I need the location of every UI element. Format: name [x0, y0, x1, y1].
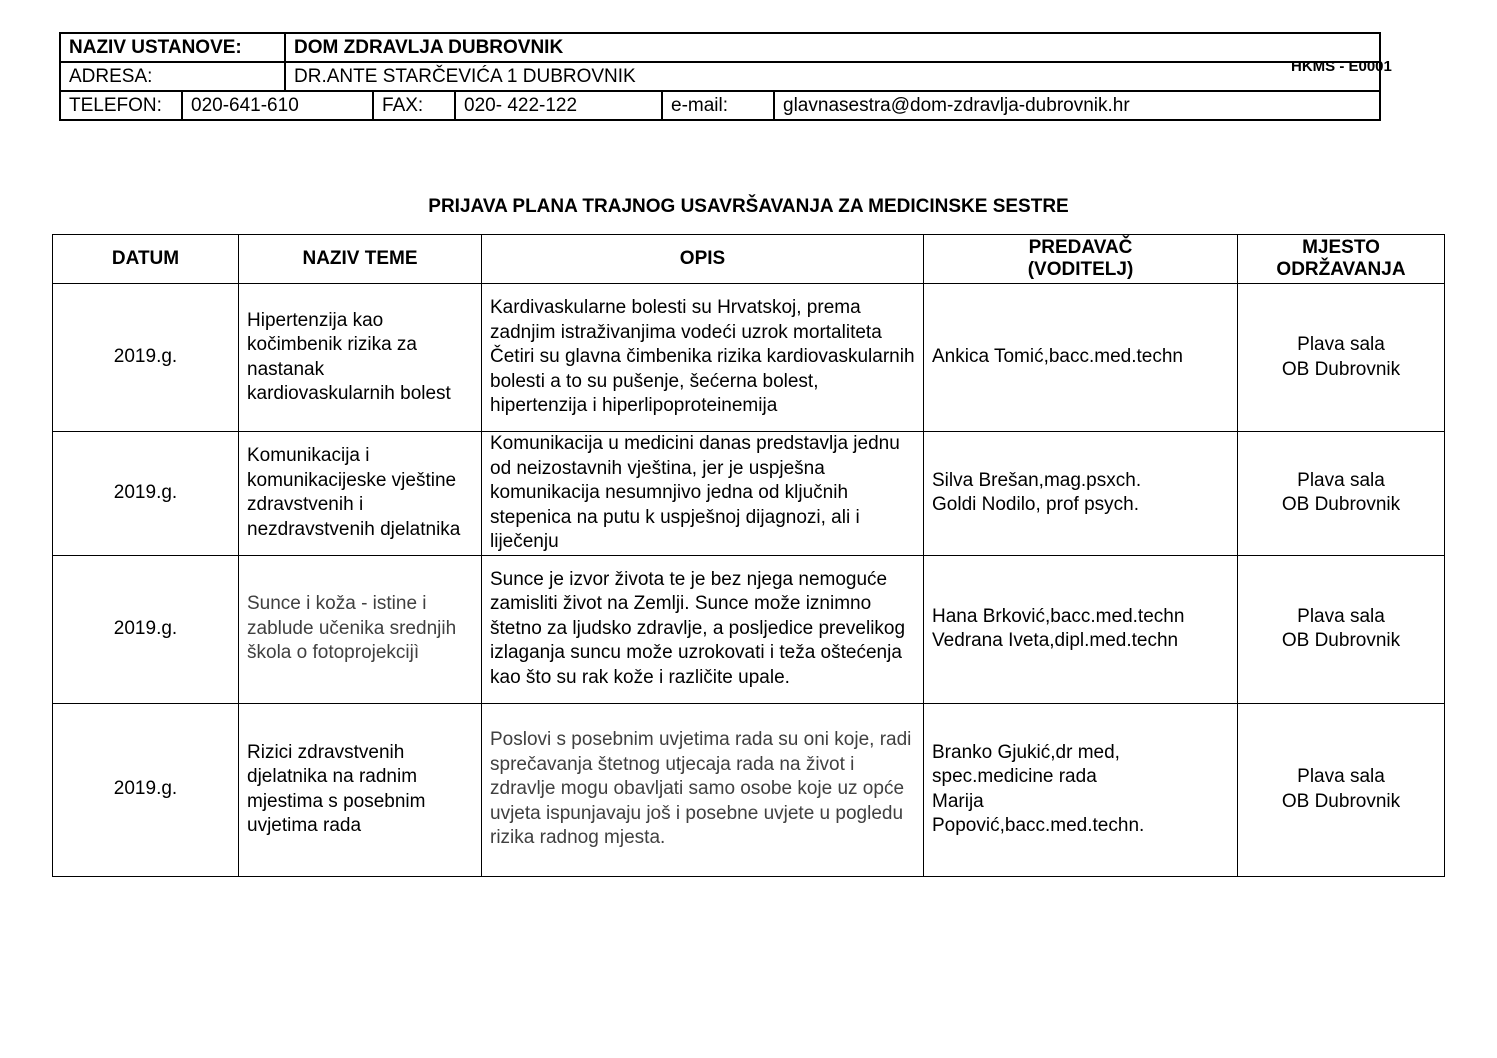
column-header-lecturer: PREDAVAČ (VODITELJ) — [924, 235, 1238, 284]
column-header-location: MJESTO ODRŽAVANJA — [1238, 235, 1445, 284]
row-location: Plava sala OB Dubrovnik — [1238, 703, 1445, 876]
address-value: DR.ANTE STARČEVIĆA 1 DUBROVNIK — [285, 62, 1380, 91]
row-description: Kardivaskularne bolesti su Hrvatskoj, prema zadnjim istraživanjima vodeći uzrok mortaliteta Četiri su glavna čimbenika rizika kardiovaskularnih bolesti a to su pušenje, šećerna bolest, hipertenzija i hiperlipoproteinemija — [482, 284, 924, 432]
phone-value: 020-641-610 — [182, 91, 373, 120]
column-header-date: DATUM — [53, 235, 239, 284]
row-topic: Sunce i koža - istine i zablude učenika srednjih škola o fotoprojekcijì — [239, 555, 482, 703]
table-row — [53, 555, 1445, 703]
row-lecturer: Hana Brković,bacc.med.techn Vedrana Iveta,dipl.med.techn — [924, 555, 1238, 703]
row-date: 2019.g. — [53, 432, 239, 556]
address-label: ADRESA: — [60, 62, 285, 91]
table-row — [53, 432, 1445, 556]
phone-label: TELEFON: — [60, 91, 182, 120]
training-plan-table — [52, 234, 1445, 877]
institution-name-label: NAZIV USTANOVE: — [60, 33, 285, 62]
row-lecturer: Silva Brešan,mag.psxch. Goldi Nodilo, prof psych. — [924, 432, 1238, 556]
institution-contact-row — [60, 91, 1380, 120]
row-description: Poslovi s posebnim uvjetima rada su oni koje, radi sprečavanja štetnog utjecaja rada na život i zdravlje mogu obavljati samo osobe koje uz opće uvjeta ispunjavaju još i posebne uvjete u pogledu rizika radnog mjesta. — [482, 703, 924, 876]
row-date: 2019.g. — [53, 284, 239, 432]
form-code: HKMS - E0001 — [1291, 58, 1392, 75]
email-value: glavnasestra@dom-zdravlja-dubrovnik.hr — [774, 91, 1380, 120]
column-header-topic: NAZIV TEME — [239, 235, 482, 284]
table-row — [53, 703, 1445, 876]
column-header-description: OPIS — [482, 235, 924, 284]
row-description: Sunce je izvor života te je bez njega nemoguće zamisliti život na Zemlji. Sunce može iznimno štetno za ljudsko zdravlje, a posljedice prevelikog izlaganja suncu može uzrokovati i teža oštećenja kao što su rak kože i različite upale. — [482, 555, 924, 703]
row-location: Plava sala OB Dubrovnik — [1238, 555, 1445, 703]
row-lecturer: Branko Gjukić,dr med, spec.medicine rada Marija Popović,bacc.med.techn. — [924, 703, 1238, 876]
document-title: PRIJAVA PLANA TRAJNOG USAVRŠAVANJA ZA MEDICINSKE SESTRE — [428, 196, 1069, 217]
email-label: e-mail: — [662, 91, 774, 120]
institution-name-row — [60, 33, 1380, 62]
row-location: Plava sala OB Dubrovnik — [1238, 284, 1445, 432]
row-date: 2019.g. — [53, 703, 239, 876]
row-location: Plava sala OB Dubrovnik — [1238, 432, 1445, 556]
institution-info-table — [59, 32, 1381, 121]
row-description: Komunikacija u medicini danas predstavlja jednu od neizostavnih vještina, jer je uspješna komunikacija nesumnjivo jedna od ključnih stepenica na putu k uspješnoj dijagnozi, ali i liječenju — [482, 432, 924, 556]
row-topic: Hipertenzija kao kočimbenik rizika za nastanak kardiovaskularnih bolest — [239, 284, 482, 432]
institution-name-value: DOM ZDRAVLJA DUBROVNIK — [285, 33, 1380, 62]
fax-value: 020- 422-122 — [455, 91, 662, 120]
table-row — [53, 284, 1445, 432]
row-date: 2019.g. — [53, 555, 239, 703]
institution-address-row — [60, 62, 1380, 91]
fax-label: FAX: — [373, 91, 455, 120]
row-topic: Komunikacija i komunikacijeske vještine zdravstvenih i nezdravstvenih djelatnika — [239, 432, 482, 556]
row-topic: Rizici zdravstvenih djelatnika na radnim mjestima s posebnim uvjetima rada — [239, 703, 482, 876]
table-header-row — [53, 235, 1445, 284]
row-lecturer: Ankica Tomić,bacc.med.techn — [924, 284, 1238, 432]
